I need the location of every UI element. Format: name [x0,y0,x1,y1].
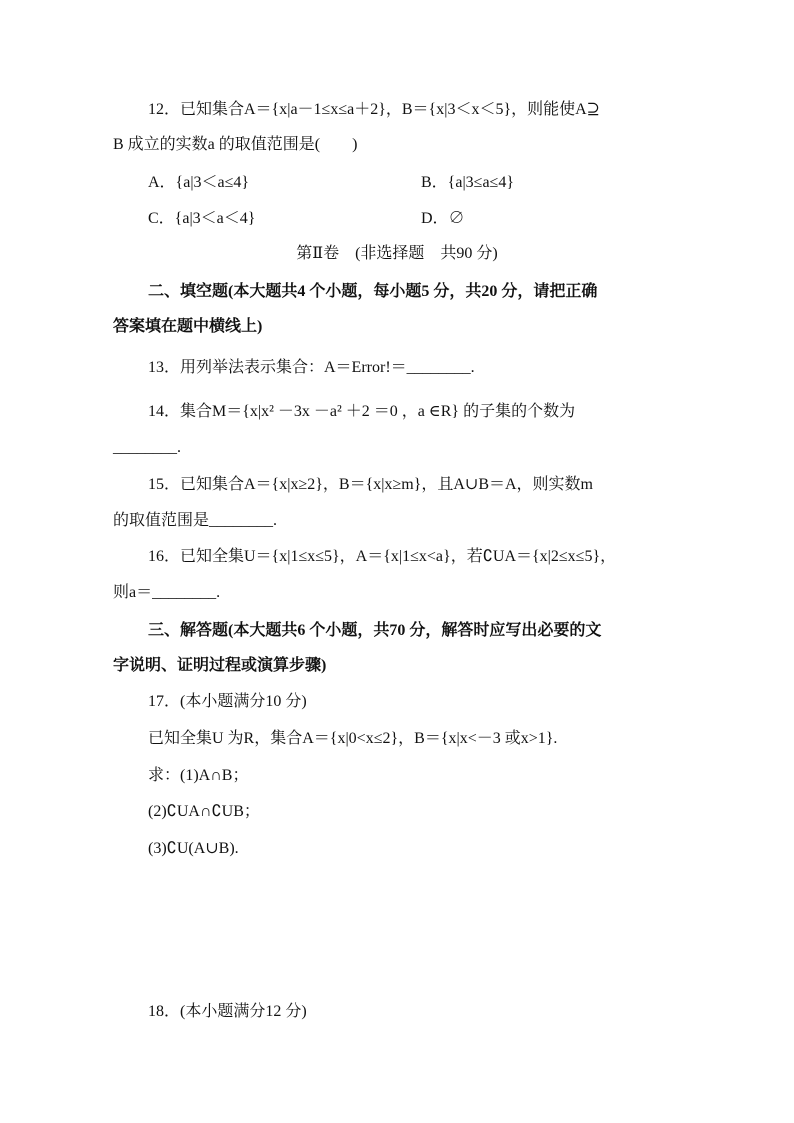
q12-option-b: B．{a|3≤a≤4} [421,174,515,191]
q15-line1: 15．已知集合A＝{x|x≥2}，B＝{x|x≥m}，且A∪B＝A，则实数m [148,476,593,493]
section-3-heading-line1: 三、解答题(本大题共6 个小题，共70 分，解答时应写出必要的文 [148,622,602,639]
q17-stem: 已知全集U 为R，集合A＝{x|0<x≤2}，B＝{x|x<－3 或x>1}. [148,730,558,747]
q12-option-d: D．∅ [421,210,465,227]
question-13: 13．用列举法表示集合：A＝Error!＝________. [148,359,475,376]
q14-line1: 14．集合M＝{x|x² －3x －a² ＋2 ＝0 ，a ∈R} 的子集的个数为 [148,403,576,420]
q16-line1: 16．已知全集U＝{x|1≤x≤5}，A＝{x|1≤x<a}，若∁UA＝{x|2≤x≤5}， [148,548,617,565]
q12-stem-line2: B 成立的实数a 的取值范围是( ) [113,136,358,153]
q12-option-c: C．{a|3＜a＜4} [148,210,256,227]
q17-part-3: (3)∁U(A∪B). [148,840,239,857]
q15-line2: 的取值范围是________. [113,512,278,529]
question-18-title: 18．(本小题满分12 分) [148,1003,307,1020]
q16-line2: 则a＝________. [113,584,221,601]
section-2-heading-line1: 二、填空题(本大题共4 个小题，每小题5 分，共20 分，请把正确 [148,283,598,300]
part-2-heading: 第Ⅱ卷 (非选择题 共90 分) [296,245,498,262]
q17-title: 17．(本小题满分10 分) [148,693,307,710]
section-2-heading-line2: 答案填在题中横线上) [113,318,263,335]
q12-stem-line1: 12．已知集合A＝{x|a－1≤x≤a＋2}，B＝{x|3＜x＜5}，则能使A⊇ [148,101,601,118]
q14-line2: ________. [113,439,181,456]
q17-part-2: (2)∁UA∩∁UB； [148,803,260,820]
q17-part-1: 求：(1)A∩B； [148,767,249,784]
q12-option-a: A．{a|3＜a≤4} [148,174,250,191]
section-3-heading-line2: 字说明、证明过程或演算步骤) [113,657,327,674]
